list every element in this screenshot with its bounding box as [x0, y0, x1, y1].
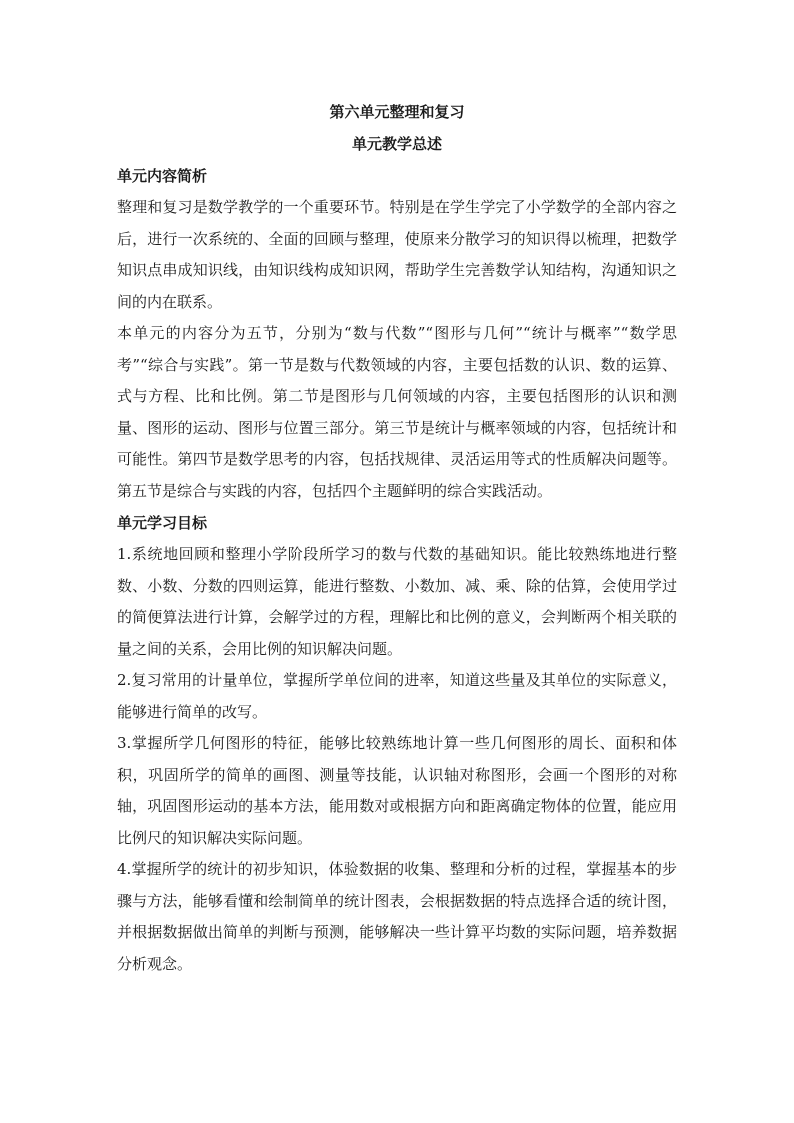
section-heading-learning-goals: 单元学习目标 [117, 514, 208, 532]
goal-item-2: 2.复习常用的计量单位，掌握所学单位间的进率，知道这些量及其单位的实际意义，能够进行简单的改写。 [117, 671, 677, 721]
paragraph: 本单元的内容分为五节，分别为“数与代数”“图形与几何”“统计与概率”“数学思考”“综合与实践”。第一节是数与代数领域的内容，主要包括数的认识、数的运算、式与方程、比和比例。第二节是图形与几何领域的内容，主要包括图形的认识和测量、图形的运动、图形与位置三部分。第三节是统计与概率领域的内容，包括统计和可能性。第四节是数学思考的内容，包括找规律、灵活运用等式的性质解决问题等。第五节是综合与实践的内容，包括四个主题鲜明的综合实践活动。 [117, 324, 677, 500]
goal-item-4: 4.掌握所学的统计的初步知识，体验数据的收集、整理和分析的过程，掌握基本的步骤与方法，能够看懂和绘制简单的统计图表，会根据数据的特点选择合适的统计图，并根据数据做出简单的判断与预测，能够解决一些计算平均数的实际问题，培养数据分析观念。 [117, 860, 677, 973]
section-heading-content-analysis: 单元内容简析 [117, 167, 208, 185]
goal-item-3: 3.掌握所学几何图形的特征，能够比较熟练地计算一些几何图形的周长、面积和体积，巩固所学的简单的画图、测量等技能，认识轴对称图形，会画一个图形的对称轴，巩固图形运动的基本方法，能用数对或根据方向和距离确定物体的位置，能应用比例尺的知识解决实际问题。 [117, 734, 677, 847]
document-title: 第六单元整理和复习 [329, 103, 465, 121]
document-subtitle: 单元教学总述 [351, 135, 442, 153]
document-body [117, 96, 677, 980]
goal-item-1: 1.系统地回顾和整理小学阶段所学习的数与代数的基础知识。能比较熟练地进行整数、小数、分数的四则运算，能进行整数、小数加、减、乘、除的估算，会使用学过的简便算法进行计算，会解学过的方程，理解比和比例的意义，会判断两个相关联的量之间的关系，会用比例的知识解决问题。 [117, 545, 677, 658]
paragraph: 整理和复习是数学教学的一个重要环节。特别是在学生学完了小学数学的全部内容之后，进行一次系统的、全面的回顾与整理，使原来分散学习的知识得以梳理，把数学知识点串成知识线，由知识线构成知识网，帮助学生完善数学认知结构，沟通知识之间的内在联系。 [117, 198, 677, 311]
